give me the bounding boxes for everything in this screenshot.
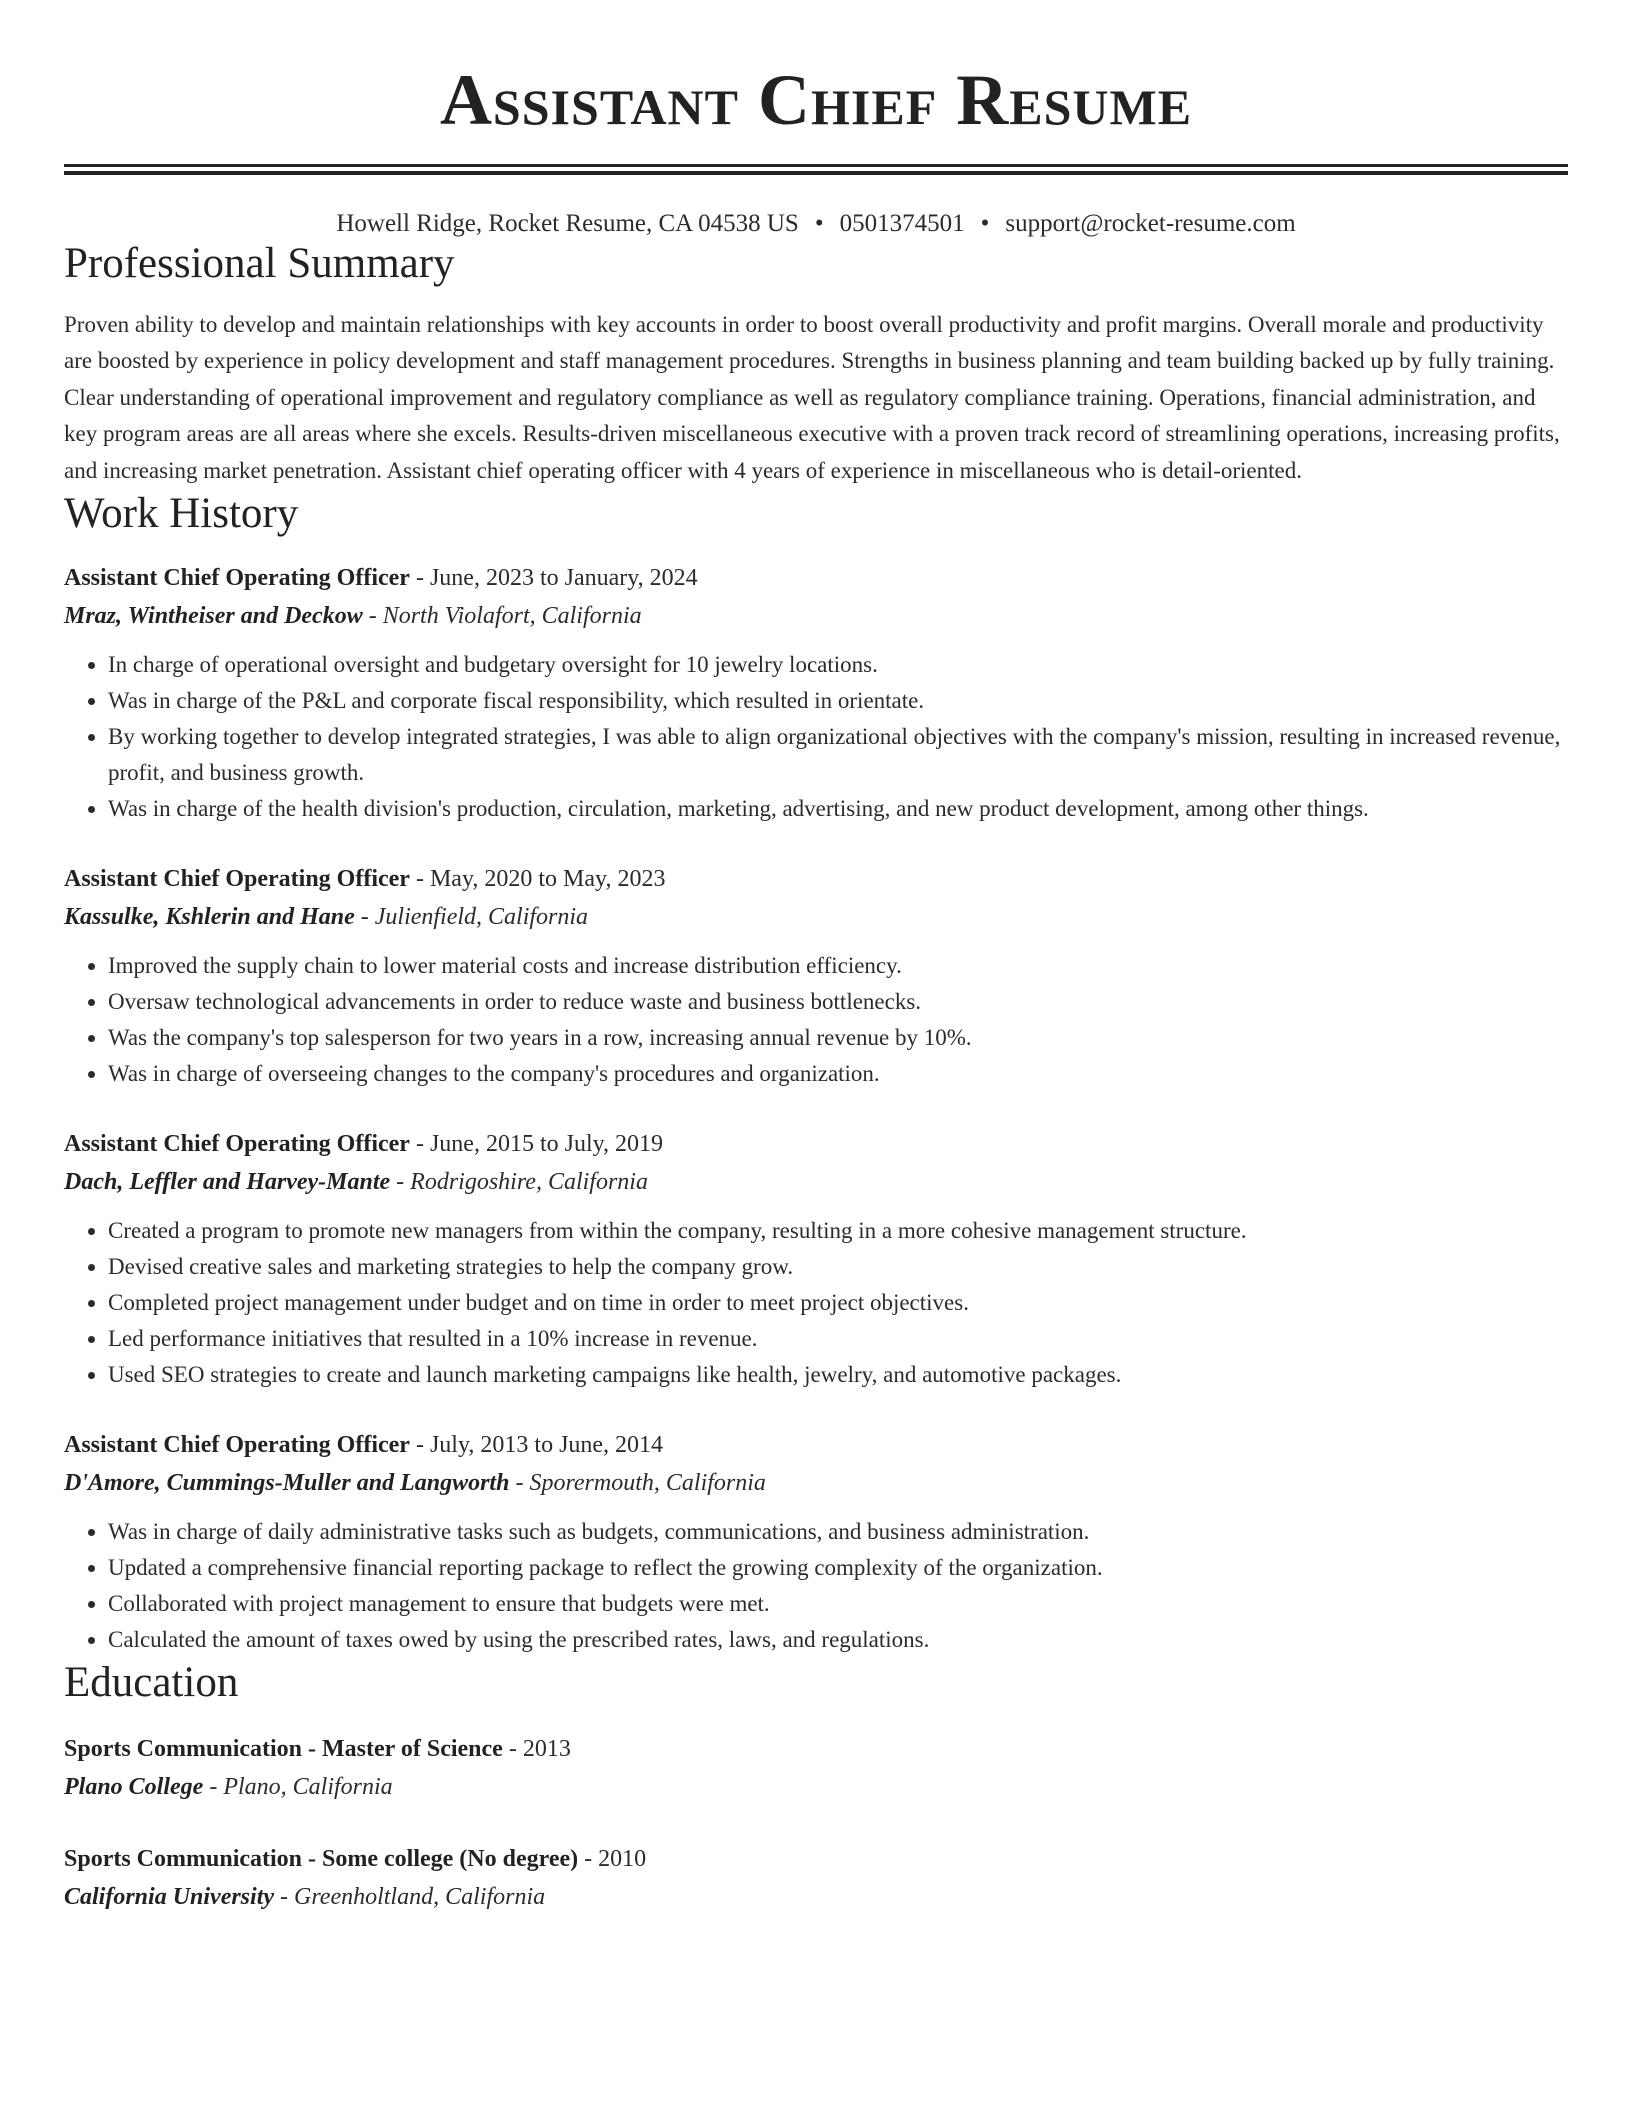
job-title: Assistant Chief Operating Officer: [64, 866, 410, 893]
job-bullet: • Was in charge of the P&L and corporate fiscal responsibility, which resulted in orientate.: [108, 683, 1568, 719]
education-heading: Education: [64, 1659, 239, 1707]
resume-page: [64, 0, 1568, 1916]
job-bullet: • Was in charge of the health division's production, circulation, marketing, advertising, and new product development, among other things.: [108, 791, 1568, 827]
company-line: [64, 1464, 1568, 1502]
company-name: Dach, Leffler and Harvey-Mante: [64, 1169, 391, 1196]
job-title-line: [64, 860, 1568, 898]
job-bullets: [64, 647, 1568, 827]
job-bullets: [64, 1514, 1568, 1658]
school-line: [64, 1768, 1568, 1806]
job-bullet: • Improved the supply chain to lower material costs and increase distribution efficiency.: [108, 948, 1568, 984]
contact-separator: •: [814, 210, 824, 237]
education-entry: [64, 1840, 1568, 1916]
company-location: - Rodrigoshire, California: [390, 1169, 648, 1196]
contact-address: Howell Ridge, Rocket Resume, CA 04538 US: [336, 210, 799, 237]
job-bullet: • Devised creative sales and marketing strategies to help the company grow.: [108, 1249, 1568, 1285]
job-bullet: • Completed project management under budget and on time in order to meet project objectives.: [108, 1285, 1568, 1321]
job-dates: - May, 2020 to May, 2023: [409, 866, 666, 893]
contact-line: [64, 209, 1568, 239]
work-history-heading: Work History: [64, 490, 299, 538]
job-bullet: • Was in charge of daily administrative tasks such as budgets, communications, and business administration.: [108, 1514, 1568, 1550]
job-bullet: • Updated a comprehensive financial reporting package to reflect the growing complexity of the organization.: [108, 1550, 1568, 1586]
education-entry: [64, 1730, 1568, 1806]
job-bullet: • Oversaw technological advancements in order to reduce waste and business bottlenecks.: [108, 984, 1568, 1020]
degree-line: [64, 1840, 1568, 1878]
summary-heading: Professional Summary: [64, 240, 455, 287]
job-title: Assistant Chief Operating Officer: [64, 1432, 410, 1459]
degree-name: Sports Communication - Some college (No degree): [64, 1846, 579, 1873]
school-location: - Greenholtland, California: [274, 1884, 546, 1911]
title-divider: [64, 164, 1568, 175]
job-bullet: • Collaborated with project management to ensure that budgets were met.: [108, 1586, 1568, 1622]
company-name: D'Amore, Cummings-Muller and Langworth: [64, 1470, 510, 1497]
job-dates: - June, 2023 to January, 2024: [409, 565, 698, 592]
company-line: [64, 898, 1568, 936]
job-entry: [64, 1426, 1568, 1658]
school-line: [64, 1878, 1568, 1916]
job-bullet: • By working together to develop integrated strategies, I was able to align organizational objectives with the company's mission, resulting in increased revenue, profit, and business growth.: [108, 719, 1568, 791]
school-name: California University: [64, 1884, 275, 1911]
job-dates: - July, 2013 to June, 2014: [409, 1432, 664, 1459]
job-bullet: • Calculated the amount of taxes owed by using the prescribed rates, laws, and regulations.: [108, 1622, 1568, 1658]
contact-phone: 0501374501: [839, 210, 965, 237]
job-bullet: • Led performance initiatives that resulted in a 10% increase in revenue.: [108, 1321, 1568, 1357]
company-location: - Julienfield, California: [354, 904, 589, 931]
job-entry: [64, 559, 1568, 827]
contact-separator: •: [980, 210, 990, 237]
job-title-line: [64, 1125, 1568, 1163]
company-line: [64, 597, 1568, 635]
job-title: Assistant Chief Operating Officer: [64, 1131, 410, 1158]
school-location: - Plano, California: [203, 1774, 393, 1801]
company-line: [64, 1163, 1568, 1201]
job-bullets: [64, 948, 1568, 1092]
job-bullet: • Used SEO strategies to create and launch marketing campaigns like health, jewelry, and automotive packages.: [108, 1357, 1568, 1393]
degree-year: - 2013: [502, 1736, 571, 1763]
school-name: Plano College: [64, 1774, 204, 1801]
degree-name: Sports Communication - Master of Science: [64, 1736, 503, 1763]
company-location: - North Violafort, California: [362, 603, 642, 630]
contact-email: support@rocket-resume.com: [1005, 210, 1296, 237]
job-bullet: • In charge of operational oversight and budgetary oversight for 10 jewelry locations.: [108, 647, 1568, 683]
degree-line: [64, 1730, 1568, 1768]
job-bullet: • Was the company's top salesperson for two years in a row, increasing annual revenue by 10%.: [108, 1020, 1568, 1056]
job-title-line: [64, 559, 1568, 597]
company-location: - Sporermouth, California: [509, 1470, 766, 1497]
job-entry: [64, 1125, 1568, 1393]
job-title-line: [64, 1426, 1568, 1464]
job-bullets: [64, 1213, 1568, 1393]
job-entry: [64, 860, 1568, 1092]
resume-title: Assistant Chief Resume: [439, 60, 1193, 140]
company-name: Mraz, Wintheiser and Deckow: [64, 603, 363, 630]
degree-year: - 2010: [578, 1846, 647, 1873]
summary-text: Proven ability to develop and maintain relationships with key accounts in order to boost overall productivity and profit margins. Overall morale and productivity are boosted by experience in policy development and staff management procedures. Strengths in business planning and team building backed up by fully training. Clear understanding of operational improvement and regulatory compliance as well as regulatory compliance training. Operations, financial administration, and key program areas are all areas where she excels. Results-driven miscellaneous executive with a proven track record of streamlining operations, increasing profits, and increasing market penetration. Assistant chief operating officer with 4 years of experience in miscellaneous who is detail-oriented.: [64, 312, 1560, 483]
job-bullet: • Created a program to promote new managers from within the company, resulting in a more cohesive management structure.: [108, 1213, 1568, 1249]
job-title: Assistant Chief Operating Officer: [64, 565, 410, 592]
job-bullet: • Was in charge of overseeing changes to the company's procedures and organization.: [108, 1056, 1568, 1092]
company-name: Kassulke, Kshlerin and Hane: [64, 904, 355, 931]
job-dates: - June, 2015 to July, 2019: [409, 1131, 664, 1158]
